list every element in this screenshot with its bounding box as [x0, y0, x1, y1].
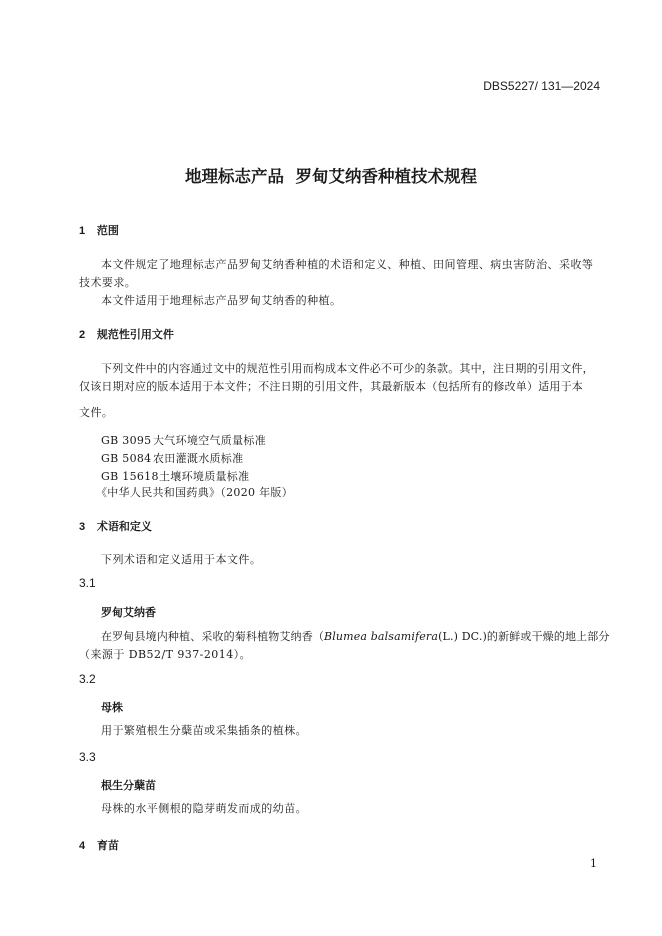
term-number: 3.3 [79, 750, 96, 764]
section-title: 范围 [96, 224, 119, 237]
reference-name: 土壤环境质量标准 [159, 470, 250, 483]
section-number: 3 [79, 521, 86, 533]
section-2-paragraph-line-3: 文件。 [79, 406, 114, 419]
section-2-paragraph-line-1: 下列文件中的内容通过文中的规范性引用而构成本文件必不可少的条款。其中，注日期的引用文件， [101, 362, 594, 375]
term-number: 3.2 [79, 672, 96, 686]
section-number: 4 [79, 840, 86, 852]
reference-item [101, 468, 249, 484]
section-3-intro: 下列术语和定义适用于本文件。 [101, 553, 262, 566]
document-title: 地理标志产品 罗甸艾纳香种植技术规程 [185, 167, 477, 186]
standard-code: DBS5227/ 131—2024 [483, 79, 600, 93]
section-3-heading [79, 518, 152, 534]
reference-item [101, 432, 266, 448]
section-1-paragraph-2: 本文件适用于地理标志产品罗甸艾纳香的种植。 [101, 294, 342, 307]
section-number: 1 [79, 225, 86, 237]
section-1-heading [79, 222, 119, 238]
term-name: 母株 [101, 701, 123, 714]
reference-name: 大气环境空气质量标准 [153, 434, 266, 447]
section-title: 育苗 [96, 839, 119, 852]
reference-name: 农田灌溉水质标准 [153, 452, 244, 465]
section-2-heading [79, 326, 174, 342]
reference-code: GB 15618 [101, 470, 159, 483]
reference-code: GB 3095 [101, 434, 152, 447]
term-number: 3.1 [79, 576, 96, 590]
term-definition: 用于繁殖根生分蘖苗或采集插条的植株。 [101, 724, 308, 737]
definition-text: 在罗甸县境内种植、采收的菊科植物艾纳香（ [101, 630, 324, 643]
reference-item [101, 450, 243, 466]
section-4-heading [79, 837, 119, 853]
section-1-paragraph-1: 本文件规定了地理标志产品罗甸艾纳香种植的术语和定义、种植、田间管理、病虫害防治、采收等技术要求。 [79, 258, 594, 289]
section-title: 规范性引用文件 [96, 328, 174, 341]
term-definition-line-2: （来源于 DB52/T 937-2014）。 [79, 648, 252, 661]
reference-code: GB 5084 [101, 452, 152, 465]
term-definition [79, 628, 619, 646]
term-name: 罗甸艾纳香 [101, 606, 156, 619]
section-number: 2 [79, 329, 86, 341]
page-number: 1 [590, 857, 597, 870]
reference-book: 《中华人民共和国药典》（2020 年版） [96, 486, 293, 499]
section-2-paragraph-line-2: 仅该日期对应的版本适用于本文件；不注日期的引用文件，其最新版本（包括所有的修改单）适用于本 [79, 380, 583, 393]
latin-name: Blumea balsamifera [324, 630, 439, 643]
definition-text: (L.) DC.)的新鲜或干燥的地上部分 [438, 630, 610, 643]
section-title: 术语和定义 [96, 520, 152, 533]
term-name: 根生分蘖苗 [101, 779, 156, 792]
term-definition: 母株的水平侧根的隐芽萌发而成的幼苗。 [101, 802, 308, 815]
